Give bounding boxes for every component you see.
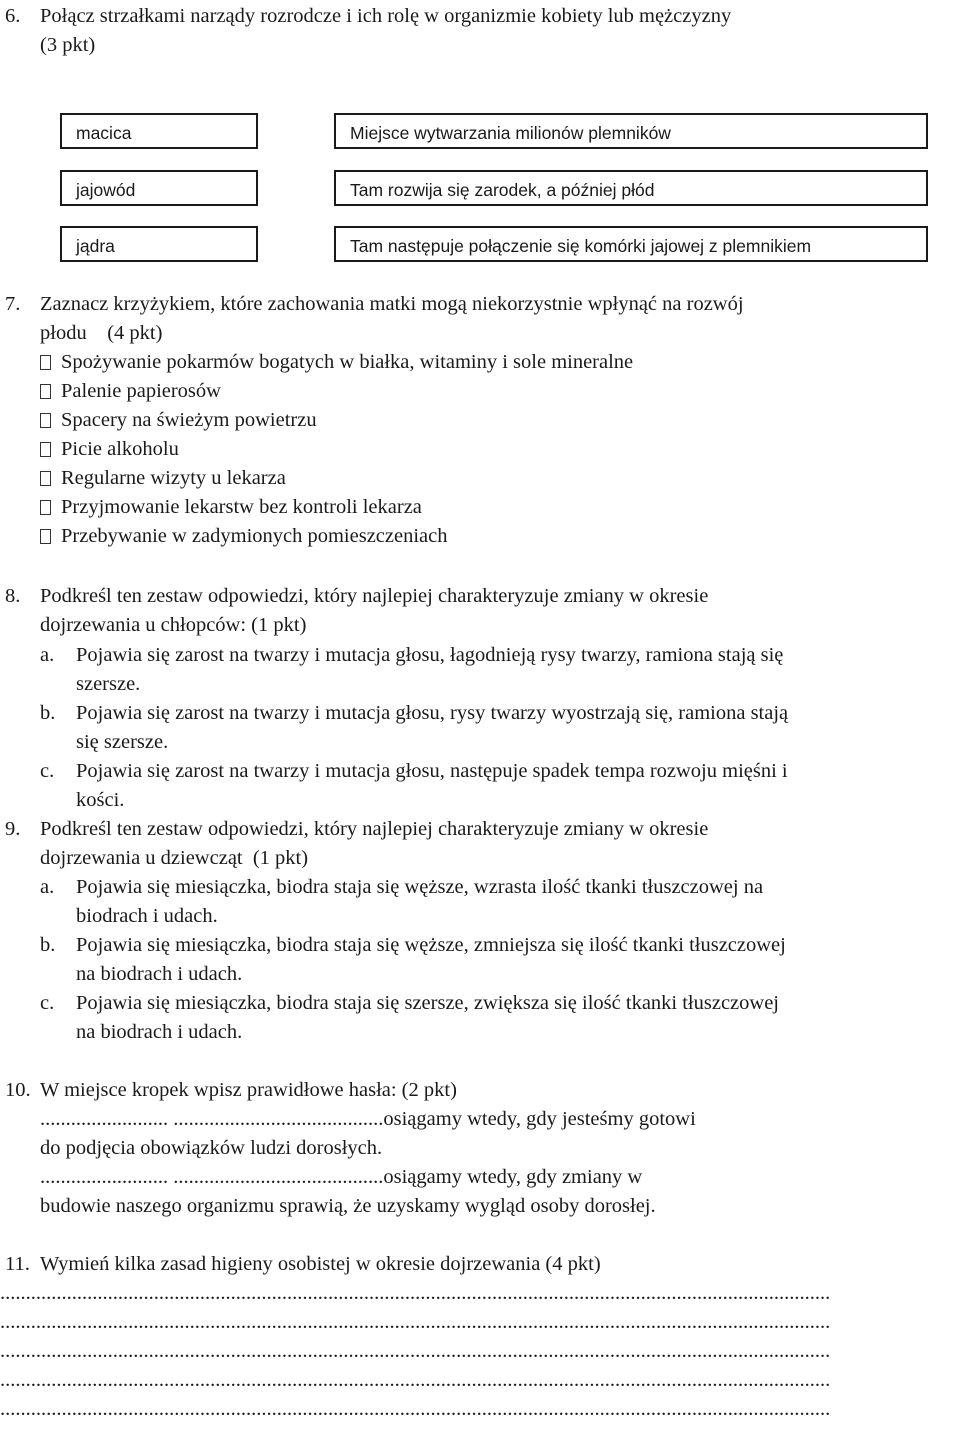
q7-instruction-line1: Zaznacz krzyżykiem, które zachowania matki mogą niekorzystnie wpłynąć na rozwój — [40, 293, 744, 315]
q7-option-1[interactable] — [40, 348, 633, 377]
q8-option-a-line2[interactable]: szersze. — [76, 673, 141, 695]
q9-option-c-line1[interactable]: Pojawia się miesiączka, biodra staja się szersze, zwiększa się ilość tkanki tłuszczowej — [76, 992, 780, 1014]
answer-line[interactable]: .................................................................................................................................................................. — [0, 1282, 831, 1304]
q9-instruction-line1: Podkreśl ten zestaw odpowiedzi, który najlepiej charakteryzuje zmiany w okresie — [40, 818, 709, 840]
q8-option-c-letter: c. — [40, 760, 55, 782]
q7-option-4[interactable] — [40, 435, 179, 464]
q8-number: 8. — [5, 585, 21, 607]
q8-option-c-line2[interactable]: kości. — [76, 789, 125, 811]
checkbox[interactable] — [40, 413, 51, 428]
organ-box-3[interactable]: jądra — [60, 226, 258, 262]
q9-option-a-line2[interactable]: biodrach i udach. — [76, 905, 218, 927]
q8-option-a-letter: a. — [40, 644, 55, 666]
q9-option-a-line1[interactable]: Pojawia się miesiączka, biodra staja się węższe, wzrasta ilość tkanki tłuszczowej na — [76, 876, 764, 898]
q7-option-2[interactable] — [40, 377, 221, 406]
q8-option-b-letter: b. — [40, 702, 56, 724]
q9-option-c-line2[interactable]: na biodrach i udach. — [76, 1021, 243, 1043]
q8-option-a-line1[interactable]: Pojawia się zarost na twarzy i mutacja głosu, łagodnieją rysy twarzy, ramiona stają się — [76, 644, 784, 666]
q7-option-5[interactable] — [40, 464, 286, 493]
option-label: Regularne wizyty u lekarza — [61, 467, 286, 489]
role-box-3[interactable]: Tam następuje połączenie się komórki jajowej z plemnikiem — [334, 226, 928, 262]
q10-sentence-2-line1[interactable]: ......................... .........................................osiągamy wtedy, gdy zmiany w — [40, 1166, 643, 1188]
q7-option-6[interactable] — [40, 493, 422, 522]
option-label: Przyjmowanie lekarstw bez kontroli lekarza — [61, 496, 422, 518]
organ-box-2[interactable]: jajowód — [60, 170, 258, 206]
checkbox[interactable] — [40, 471, 51, 486]
option-label: Przebywanie w zadymionych pomieszczeniach — [61, 525, 448, 547]
q10-instruction: W miejsce kropek wpisz prawidłowe hasła: (2 pkt) — [40, 1079, 457, 1101]
q9-number: 9. — [5, 818, 21, 840]
q6-instruction-line1: Połącz strzałkami narządy rozrodcze i ich rolę w organizmie kobiety lub mężczyzny — [40, 5, 732, 27]
q9-option-b-line1[interactable]: Pojawia się miesiączka, biodra staja się węższe, zmniejsza się ilość tkanki tłuszczowej — [76, 934, 786, 956]
q6-instruction-line2: (3 pkt) — [40, 34, 96, 56]
q9-option-a-letter: a. — [40, 876, 55, 898]
checkbox[interactable] — [40, 384, 51, 399]
q10-sentence-1-line2: do podjęcia obowiązków ludzi dorosłych. — [40, 1137, 383, 1159]
q6-number: 6. — [5, 5, 21, 27]
q7-instruction-line2: płodu (4 pkt) — [40, 322, 163, 344]
q11-instruction: Wymień kilka zasad higieny osobistej w okresie dojrzewania (4 pkt) — [40, 1253, 601, 1275]
role-box-2[interactable]: Tam rozwija się zarodek, a później płód — [334, 170, 928, 206]
q9-option-b-letter: b. — [40, 934, 56, 956]
q9-option-c-letter: c. — [40, 992, 55, 1014]
q7-option-7[interactable] — [40, 522, 448, 551]
q7-option-3[interactable] — [40, 406, 317, 435]
q9-option-b-line2[interactable]: na biodrach i udach. — [76, 963, 243, 985]
answer-line[interactable]: .................................................................................................................................................................. — [0, 1398, 831, 1420]
q8-instruction-line1: Podkreśl ten zestaw odpowiedzi, który najlepiej charakteryzuje zmiany w okresie — [40, 585, 709, 607]
option-label: Palenie papierosów — [61, 380, 221, 402]
checkbox[interactable] — [40, 442, 51, 457]
q10-sentence-1-line1[interactable]: ......................... .........................................osiągamy wtedy, gdy jesteśmy gotowi — [40, 1108, 696, 1130]
q11-number: 11. — [5, 1253, 30, 1275]
q9-instruction-line2: dojrzewania u dziewcząt (1 pkt) — [40, 847, 309, 869]
option-label: Spacery na świeżym powietrzu — [61, 409, 317, 431]
option-label: Spożywanie pokarmów bogatych w białka, witaminy i sole mineralne — [61, 351, 634, 373]
q7-number: 7. — [5, 293, 21, 315]
answer-line[interactable]: .................................................................................................................................................................. — [0, 1311, 831, 1333]
checkbox[interactable] — [40, 529, 51, 544]
answer-line[interactable]: .................................................................................................................................................................. — [0, 1369, 831, 1391]
organ-box-1[interactable]: macica — [60, 113, 258, 149]
checkbox[interactable] — [40, 500, 51, 515]
q8-instruction-line2: dojrzewania u chłopców: (1 pkt) — [40, 614, 307, 636]
q8-option-b-line2[interactable]: się szersze. — [76, 731, 169, 753]
q8-option-c-line1[interactable]: Pojawia się zarost na twarzy i mutacja głosu, następuje spadek tempa rozwoju mięśni i — [76, 760, 788, 782]
q10-sentence-2-line2: budowie naszego organizmu sprawią, że uzyskamy wygląd osoby dorosłej. — [40, 1195, 656, 1217]
checkbox[interactable] — [40, 355, 51, 370]
role-box-1[interactable]: Miejsce wytwarzania milionów plemników — [334, 113, 928, 149]
answer-line[interactable]: .................................................................................................................................................................. — [0, 1340, 831, 1362]
q8-option-b-line1[interactable]: Pojawia się zarost na twarzy i mutacja głosu, rysy twarzy wyostrzają się, ramiona stają — [76, 702, 789, 724]
q10-number: 10. — [5, 1079, 31, 1101]
option-label: Picie alkoholu — [61, 438, 179, 460]
